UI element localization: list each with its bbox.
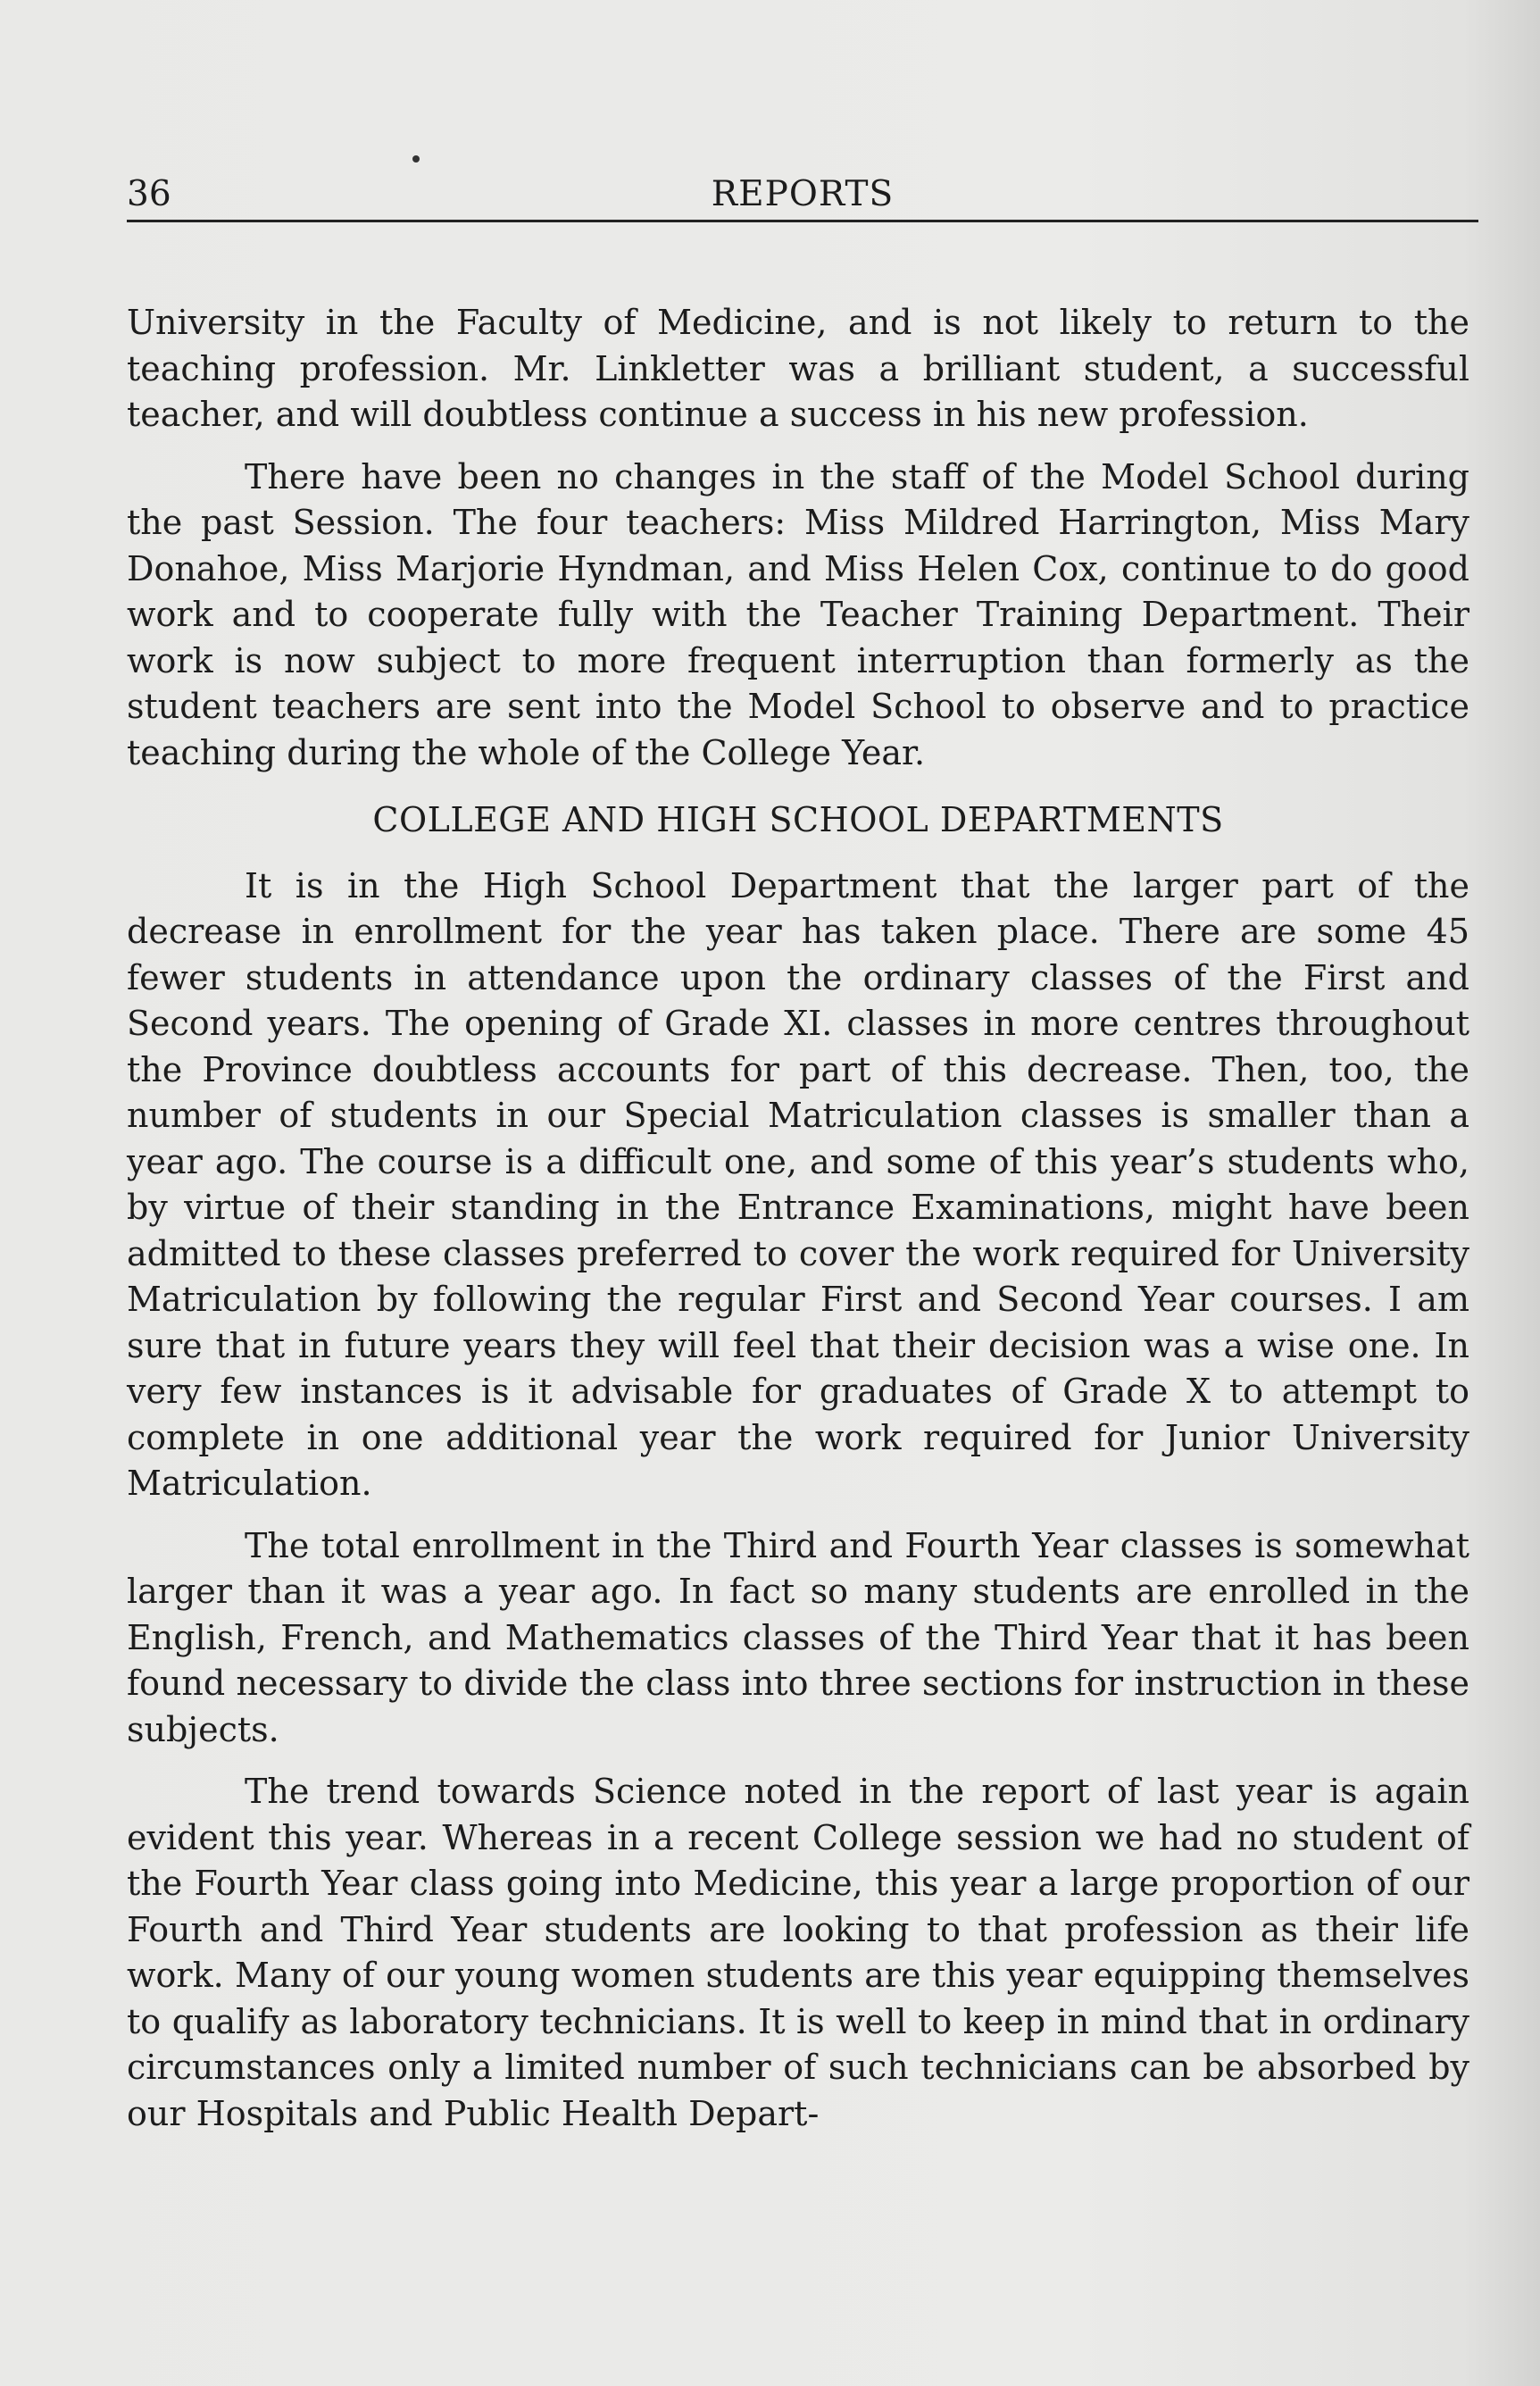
paragraph-enrollment: The total enrollment in the Third and Fourth Year classes is somewhat larger than it was a year ago. In fact so many students are enrolled in the English, French, and Mathematics classes of the Third Year that it has been found necessary to divide the class into three sections for instruction in these subjects.: [127, 1525, 1469, 1749]
section-heading: COLLEGE AND HIGH SCHOOL DEPARTMENTS: [372, 800, 1224, 839]
body-text: [127, 300, 1469, 2153]
paragraph-continuation: University in the Faculty of Medicine, and is not likely to return to the teaching profession. Mr. Linkletter was a brilliant student, a successful teacher, and will doubtless continue a success in his new profession.: [127, 303, 1469, 434]
ink-speck: [412, 155, 420, 163]
paragraph-model-school: There have been no changes in the staff of the Model School during the past Session. The four teachers: Miss Mildred Harrington, Miss Mary Donahoe, Miss Marjorie Hyndman, and Miss Helen Cox, continue to do good work and to cooperate fully with the Teacher Training Department. Their work is now subject to more frequent interruption than formerly as the student teachers are sent into the Model School to observe and to practice teaching during the whole of the College Year.: [127, 456, 1469, 772]
page-header: [127, 175, 1478, 222]
paragraph-science-trend: The trend towards Science noted in the report of last year is again evident this year. Whereas in a recent College session we had no student of the Fourth Year class going into Medicine, this year a large proportion of our Fourth and Third Year students are looking to that profession as their life work. Many of our young women students are this year equipping themselves to qualify as laboratory technicians. It is well to keep in mind that in ordinary circumstances only a limited number of such technicians can be absorbed by our Hospitals and Public Health Depart-: [127, 1772, 1469, 2133]
page-number: 36: [127, 174, 171, 214]
running-head: REPORTS: [711, 174, 895, 214]
paragraph-high-school: It is in the High School Department that the larger part of the decrease in enrollment for the year has taken place. There are some 45 fewer students in attendance upon the ordinary classes of the First and Second years. The opening of Grade XI. classes in more centres throughout the Province doubtless accounts for part of this decrease. Then, too, the number of students in our Special Matriculation classes is smaller than a year ago. The course is a difficult one, and some of this year’s students who, by virtue of their standing in the Entrance Examinations, might have been admitted to these classes preferred to cover the work required for University Matriculation by following the regular First and Second Year courses. I am sure that in future years they will feel that their decision was a wise one. In very few instances is it advisable for graduates of Grade X to attempt to complete in one additional year the work required for Junior University Matriculation.: [127, 865, 1469, 1503]
